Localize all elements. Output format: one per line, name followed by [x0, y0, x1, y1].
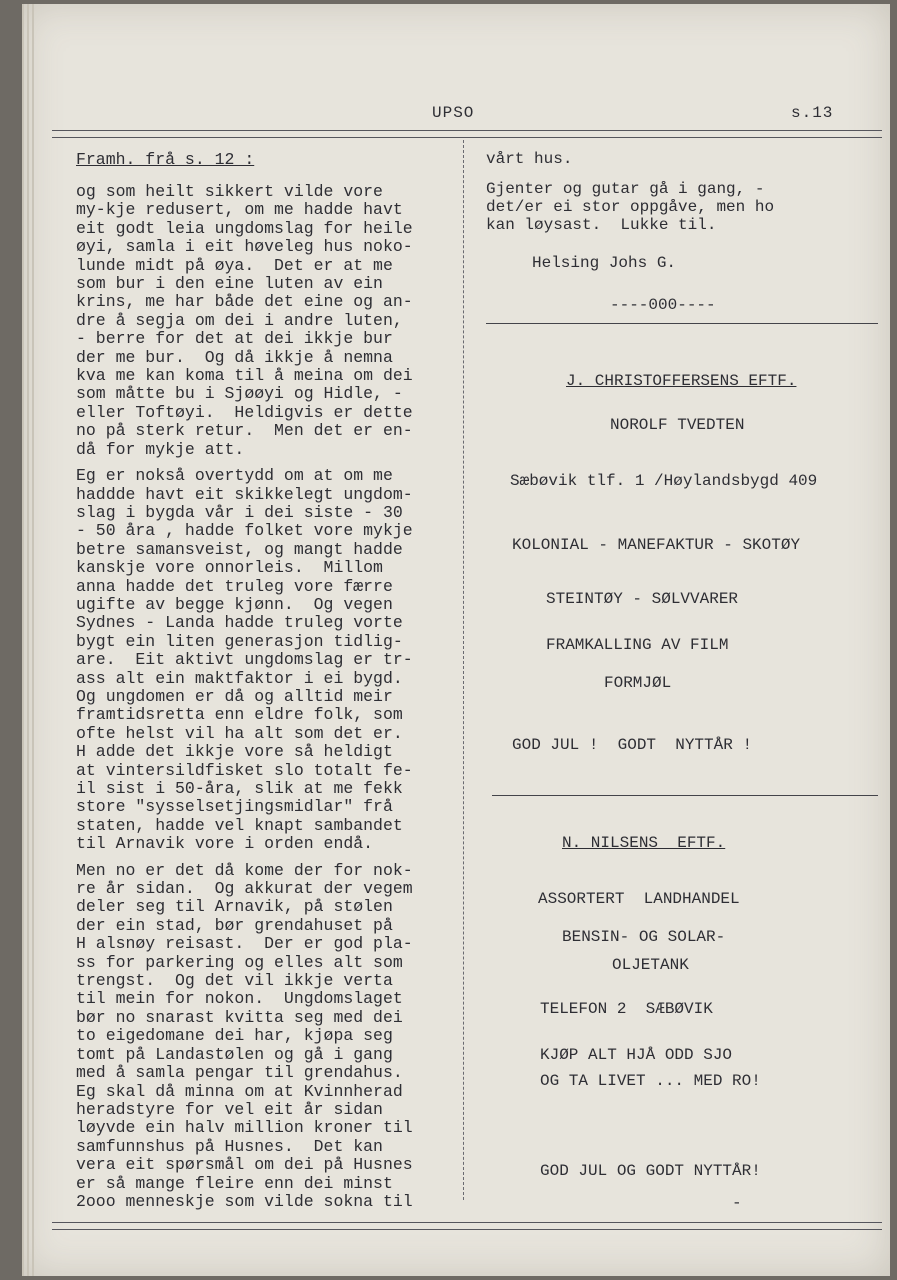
intro-line: Gjenter og gutar gå i gang, - — [486, 180, 765, 198]
text-line: Men no er det då kome der for nok- — [76, 860, 413, 880]
text-line: eit godt leia ungdomslag for heile — [76, 218, 413, 238]
continuation-heading: Framh. frå s. 12 : — [76, 150, 255, 169]
intro-line: det/er ei stor oppgåve, men ho — [486, 198, 775, 216]
text-line: ugifte av begge kjønn. Og vegen — [76, 594, 393, 614]
text-line: løyvde ein halv million kroner til — [76, 1118, 413, 1138]
page-number: s.13 — [791, 104, 834, 122]
ad1-company: J. CHRISTOFFERSENS EFTF. — [566, 372, 797, 390]
ad1-line: STEINTØY - SØLVVARER — [546, 590, 739, 608]
text-line: ass alt ein maktfaktor i ei bygd. — [76, 668, 403, 688]
article-paragraph — [76, 183, 461, 459]
ad2-line: OLJETANK — [612, 956, 689, 974]
separator: ----000---- — [610, 296, 716, 314]
text-line: no på sterk retur. Men det er en- — [76, 421, 413, 441]
text-line: krins, me har både det eine og an- — [76, 292, 413, 312]
text-line: H adde det ikkje vore så heldigt — [76, 742, 393, 762]
page-edge — [32, 4, 34, 1276]
intro-line: kan løysast. Lukke til. — [486, 216, 717, 234]
text-line: til mein for nokon. Ungdomslaget — [76, 989, 403, 1009]
text-line: - 50 åra , hadde folket vore mykje — [76, 521, 413, 541]
column-divider — [463, 140, 464, 1200]
text-line: staten, hadde vel knapt sambandet — [76, 815, 403, 835]
article-paragraph — [76, 467, 461, 854]
text-line: heradstyre for vel eit år sidan — [76, 1099, 383, 1119]
text-line: Og ungdomen er då og alltid meir — [76, 686, 393, 706]
text-line: store "sysselsetjingsmidlar" frå — [76, 797, 393, 817]
text-line: dre å segja om dei i andre luten, — [76, 310, 403, 330]
ad2-phone: TELEFON 2 SÆBØVIK — [540, 1000, 713, 1018]
left-column — [76, 150, 461, 1219]
text-line: bør no snarast kvitta seg med dei — [76, 1007, 403, 1027]
ad-divider — [492, 795, 878, 796]
page-edge — [22, 4, 24, 1276]
ad1-greeting: GOD JUL ! GODT NYTTÅR ! — [512, 736, 753, 754]
text-line: er så mange fleire enn dei minst — [76, 1173, 393, 1193]
text-line: anna hadde det truleg vore færre — [76, 576, 393, 596]
signature: Helsing Johs G. — [532, 254, 677, 272]
text-line: ss for parkering og elles alt som — [76, 952, 403, 972]
text-line: il sist i 50-åra, slik at me fekk — [76, 779, 403, 798]
text-line: lunde midt på øya. Det er at me — [76, 255, 393, 275]
ad1-owner: NOROLF TVEDTEN — [610, 416, 745, 434]
intro-line: vårt hus. — [486, 150, 573, 168]
text-line: øyi, samla i eit høveleg hus noko- — [76, 237, 413, 257]
text-line: samfunnshus på Husnes. Det kan — [76, 1136, 383, 1156]
trailing-dash: - — [732, 1194, 742, 1212]
text-line: framtidsretta enn eldre folk, som — [76, 705, 403, 725]
text-line: der me bur. Og då ikkje å nemna — [76, 347, 393, 367]
text-line: eller Toftøyi. Heldigvis er dette — [76, 402, 413, 422]
ad1-line: KOLONIAL - MANEFAKTUR - SKOTØY — [512, 536, 801, 554]
ad2-slogan: KJØP ALT HJÅ ODD SJO — [540, 1046, 733, 1064]
text-line: som bur i den eine luten av ein — [76, 274, 383, 294]
text-line: re år sidan. Og akkurat der vegem — [76, 879, 413, 899]
text-line: kanskje vore onnorleis. Millom — [76, 558, 383, 578]
text-line: trengst. Og det vil ikkje verta — [76, 971, 393, 991]
ad1-phone: Sæbøvik tlf. 1 /Høylandsbygd 409 — [510, 472, 818, 490]
text-line: deler seg til Arnavik, på stølen — [76, 897, 393, 917]
text-line: my-kje redusert, om me hadde havt — [76, 200, 403, 220]
double-rule-top — [52, 130, 882, 138]
ad2-greeting: GOD JUL OG GODT NYTTÅR! — [540, 1162, 761, 1180]
text-line: betre samansveist, og mangt hadde — [76, 539, 403, 559]
text-line: to eigedomane dei har, kjøpa seg — [76, 1026, 393, 1046]
text-line: der ein stad, bør grendahuset på — [76, 915, 393, 935]
text-line: som måtte bu i Sjøøyi og Hidle, - — [76, 384, 403, 404]
article-paragraph — [76, 862, 461, 1212]
text-line: Eg skal då minna om at Kvinnherad — [76, 1081, 403, 1101]
double-rule-bottom — [52, 1222, 882, 1230]
text-line: at vintersildfisket slo totalt fe- — [76, 760, 413, 780]
text-line: tomt på Landastølen og gå i gang — [76, 1044, 393, 1064]
text-line: og som heilt sikkert vilde vore — [76, 182, 383, 201]
ad1-line: FORMJØL — [604, 674, 672, 692]
text-line: are. Eit aktivt ungdomslag er tr- — [76, 650, 413, 670]
text-line: bygt ein liten generasjon tidlig- — [76, 631, 403, 651]
text-line: då for mykje att. — [76, 439, 245, 459]
text-line: H alsnøy reisast. Der er god pla- — [76, 934, 413, 954]
ad2-line: BENSIN- OG SOLAR- — [562, 928, 726, 946]
text-line: Sydnes - Landa hadde truleg vorte — [76, 613, 403, 633]
ad2-line: ASSORTERT LANDHANDEL — [538, 890, 740, 908]
page-edge — [27, 4, 29, 1276]
text-line: Eg er nokså overtydd om at om me — [76, 466, 393, 486]
ad-divider — [486, 323, 878, 324]
text-line: haddde havt eit skikkelegt ungdom- — [76, 484, 413, 504]
ad2-company: N. NILSENS EFTF. — [562, 834, 726, 852]
text-line: vera eit spørsmål om dei på Husnes — [76, 1155, 413, 1175]
ad2-slogan: OG TA LIVET ... MED RO! — [540, 1072, 761, 1090]
text-line: - berre for det at dei ikkje bur — [76, 329, 393, 349]
ad1-line: FRAMKALLING AV FILM — [546, 636, 729, 654]
text-line: kva me kan koma til å meina om dei — [76, 366, 413, 386]
article-body — [76, 183, 461, 1211]
text-line: ofte helst vil ha alt som det er. — [76, 723, 403, 743]
text-line: slag i bygda vår i dei siste - 30 — [76, 502, 403, 522]
newsletter-title: UPSO — [432, 104, 475, 122]
text-line: 2ooo menneskje som vilde sokna til — [76, 1191, 413, 1211]
text-line: med å samla pengar til grendahus. — [76, 1063, 403, 1083]
text-line: til Arnavik vore i orden endå. — [76, 834, 374, 854]
